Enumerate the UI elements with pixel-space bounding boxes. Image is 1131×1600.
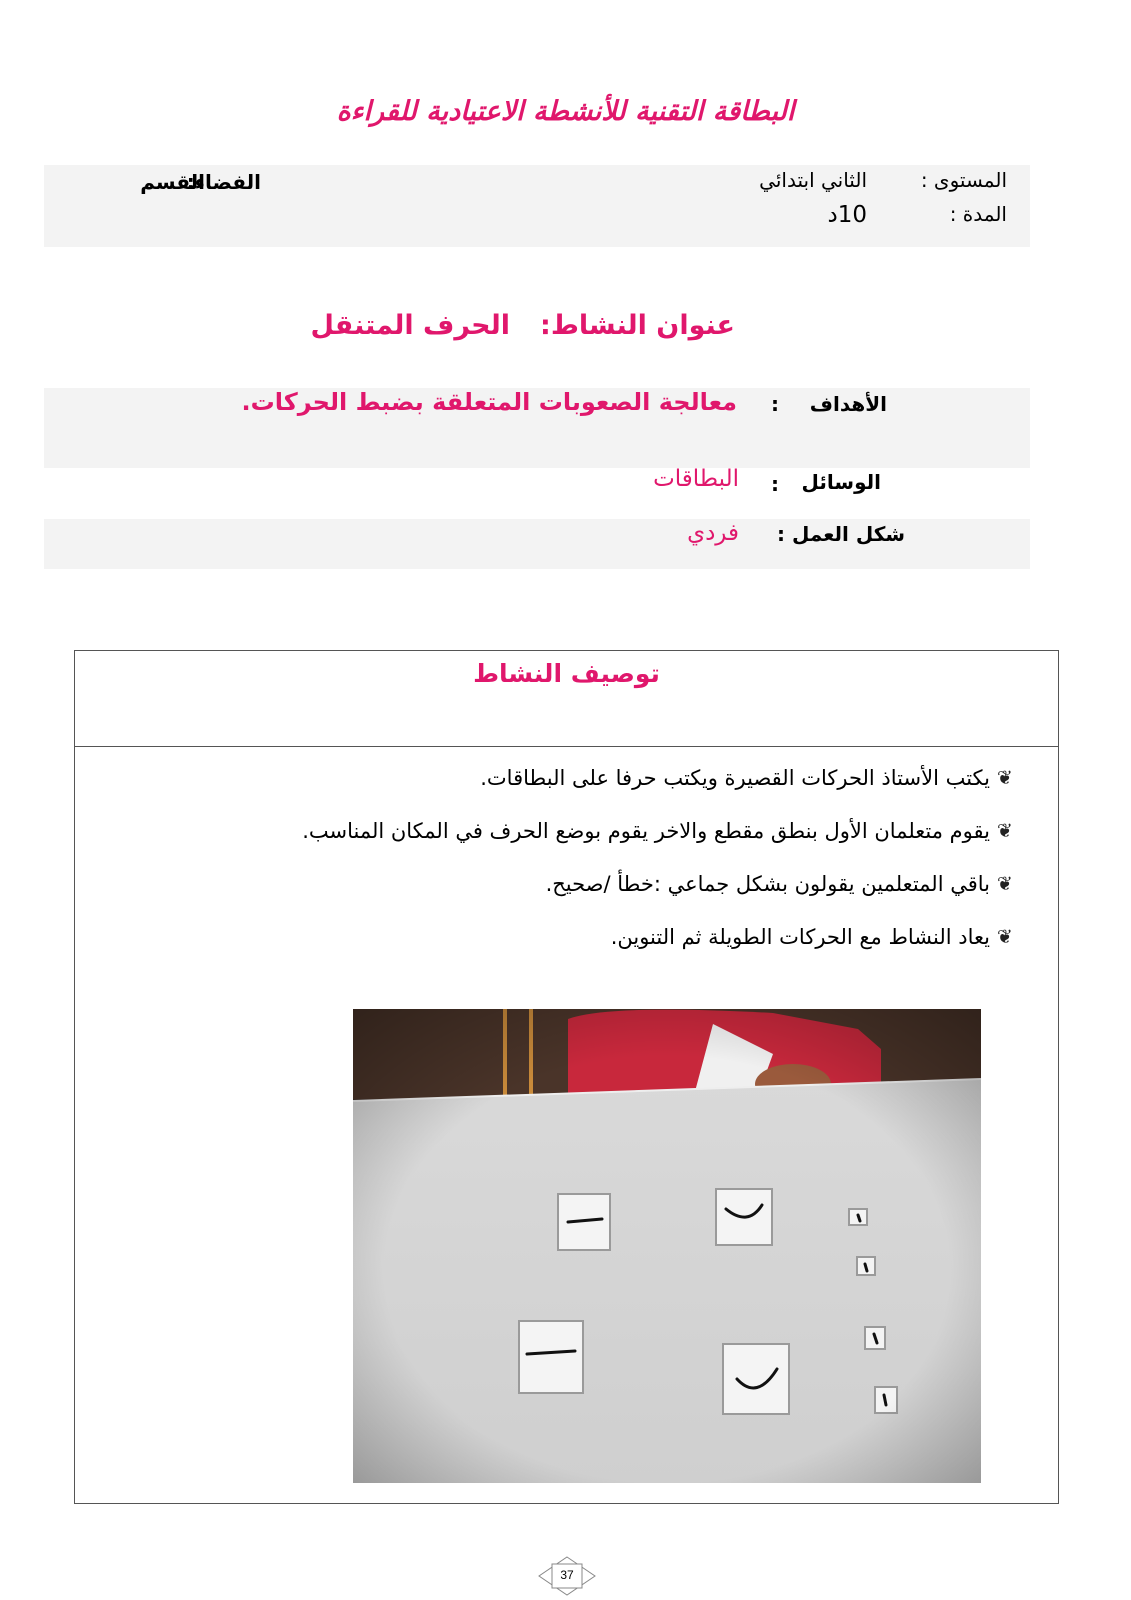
means-value: البطاقات <box>653 466 739 492</box>
means-label: الوسائل <box>801 470 881 494</box>
level-label: المستوى : <box>920 168 1007 192</box>
work-form-value: فردي <box>687 520 739 546</box>
duration-label: المدة : <box>949 202 1007 226</box>
list-item: ❦ يكتب الأستاذ الحركات القصيرة ويكتب حرفا على البطاقات. <box>302 751 1016 804</box>
duration-value: 10د <box>827 202 867 228</box>
activity-photo <box>353 1009 981 1483</box>
goals-value: معالجة الصعوبات المتعلقة بضبط الحركات. <box>241 388 737 416</box>
leaf-bullet-icon: ❦ <box>997 925 1013 948</box>
description-steps <box>302 751 1016 963</box>
leaf-bullet-icon: ❦ <box>997 819 1013 842</box>
list-item: ❦ يعاد النشاط مع الحركات الطويلة ثم التنوين. <box>302 910 1016 963</box>
activity-heading <box>311 310 735 341</box>
means-separator: : <box>771 472 779 496</box>
goals-label: الأهداف <box>809 392 887 416</box>
list-item: ❦ باقي المتعلمين يقولون بشكل جماعي :خطأ /صحيح. <box>302 857 1016 910</box>
activity-name: الحرف المتنقل <box>310 310 511 341</box>
leaf-bullet-icon: ❦ <box>997 766 1013 789</box>
page-number: 37 <box>538 1556 596 1596</box>
level-value: الثاني ابتدائي <box>759 168 867 192</box>
leaf-bullet-icon: ❦ <box>997 872 1013 895</box>
goals-separator: : <box>771 392 779 416</box>
space-value: القسم <box>140 170 205 194</box>
list-item: ❦ يقوم متعلمان الأول بنطق مقطع والاخر يقوم بوضع الحرف في المكان المناسب. <box>302 804 1016 857</box>
description-title: توصيف النشاط <box>473 659 660 688</box>
work-form-label: شكل العمل : <box>777 522 905 546</box>
description-divider <box>75 746 1058 747</box>
space-label: الفضاء: <box>186 170 261 194</box>
document-title: البطاقة التقنية للأنشطة الاعتيادية للقراءة <box>336 96 795 127</box>
activity-label: عنوان النشاط: <box>540 310 735 341</box>
